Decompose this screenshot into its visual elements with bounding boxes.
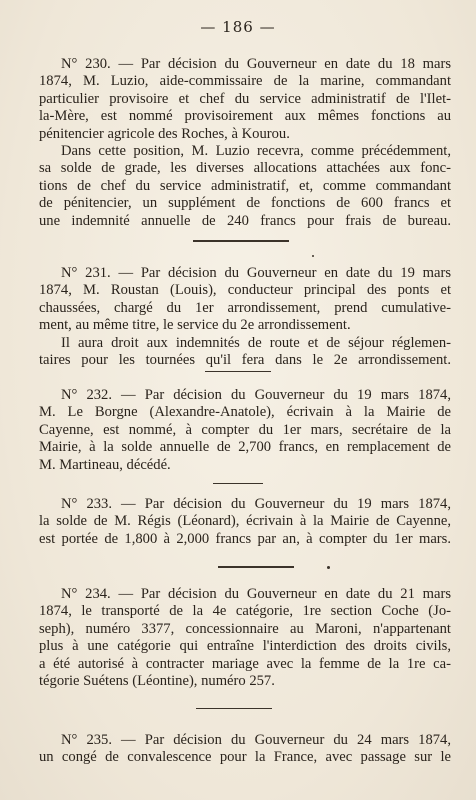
text-line: 1874, M. Roustan (Louis), conducteur principal des ponts et (39, 282, 451, 299)
text-line: a été autorisé à contracter mariage avec la femme de la 1re ca- (39, 655, 451, 672)
ink-speck (312, 255, 314, 257)
text-line: M. Le Borgne (Alexandre-Anatole), écrivain à la Mairie de (39, 404, 451, 421)
text-line: la-Mère, est nommé provisoirement aux mêmes fonctions au (39, 108, 451, 125)
text-line: de pénitencier, un supplément de fonctions de 600 francs et (39, 195, 451, 212)
page-number: — 186 — (200, 18, 276, 36)
text-line: Cayenne, est nommé, à compter du 1er mars, secrétaire de la (39, 421, 451, 438)
text-line: particulier provisoire et chef du service administratif de l'Ilet- (39, 90, 451, 107)
text-line: Dans cette position, M. Luzio recevra, comme précédemment, (61, 142, 451, 159)
decision-233 (39, 496, 451, 548)
separator-rule (218, 566, 294, 568)
text-line: plus à une catégorie qui entraîne l'interdiction des droits civils, (39, 638, 451, 655)
decision-235 (39, 732, 451, 767)
text-line: tions de chef du service administratif, et, comme commandant (39, 177, 451, 194)
separator-rule (205, 371, 271, 372)
text-line: Mairie, à la solde annuelle de 2,700 francs, en remplacement de (39, 439, 451, 456)
separator-rule (193, 240, 289, 242)
text-line: N° 231. — Par décision du Gouverneur en date du 19 mars (61, 265, 451, 281)
text-line: seph), numéro 3377, concessionnaire au Maroni, n'appartenant (39, 620, 451, 637)
text-line: N° 235. — Par décision du Gouverneur du 24 mars 1874, (61, 732, 451, 748)
text-line: 1874, M. Luzio, aide-commissaire de la marine, commandant (39, 73, 451, 90)
text-line: sa solde de grade, les diverses allocations attachées aux fonc- (39, 160, 451, 177)
text-line: N° 230. — Par décision du Gouverneur en date du 18 mars (61, 56, 451, 72)
decision-230 (39, 56, 451, 230)
text-line: ment, au même titre, le service du 2e arrondissement. (39, 317, 351, 334)
decision-232 (39, 387, 451, 474)
text-line: une indemnité annuelle de 240 francs pour frais de bureau. (39, 212, 451, 229)
text-line: M. Martineau, décédé. (39, 456, 171, 473)
text-line: 1874, le transporté de la 4e catégorie, 1re section Coche (Jo- (39, 603, 451, 620)
text-line: N° 232. — Par décision du Gouverneur du 19 mars 1874, (61, 387, 451, 403)
ink-speck (327, 566, 330, 569)
separator-rule (213, 483, 263, 484)
text-line: taires pour les tournées qu'il fera dans le 2e arrondissement. (39, 351, 451, 368)
text-line: N° 233. — Par décision du Gouverneur du 19 mars 1874, (61, 496, 451, 512)
text-line: est portée de 1,800 à 2,000 francs par an, à compter du 1er mars. (39, 530, 451, 547)
separator-rule (196, 708, 272, 709)
decision-234 (39, 586, 451, 690)
text-line: la solde de M. Régis (Léonard), écrivain à la Mairie de Cayenne, (39, 513, 451, 530)
text-line: tégorie Suétens (Léontine), numéro 257. (39, 672, 275, 689)
text-line: pénitencier agricole des Roches, à Kourou. (39, 125, 290, 142)
text-line: chaussées, chargé du 1er arrondissement, prend cumulative- (39, 299, 451, 316)
text-line: un congé de convalescence pour la France, avec passage sur le (39, 749, 451, 766)
decision-231 (39, 265, 451, 369)
text-line: N° 234. — Par décision du Gouverneur en date du 21 mars (61, 586, 451, 602)
text-line: Il aura droit aux indemnités de route et de séjour réglemen- (61, 334, 451, 351)
